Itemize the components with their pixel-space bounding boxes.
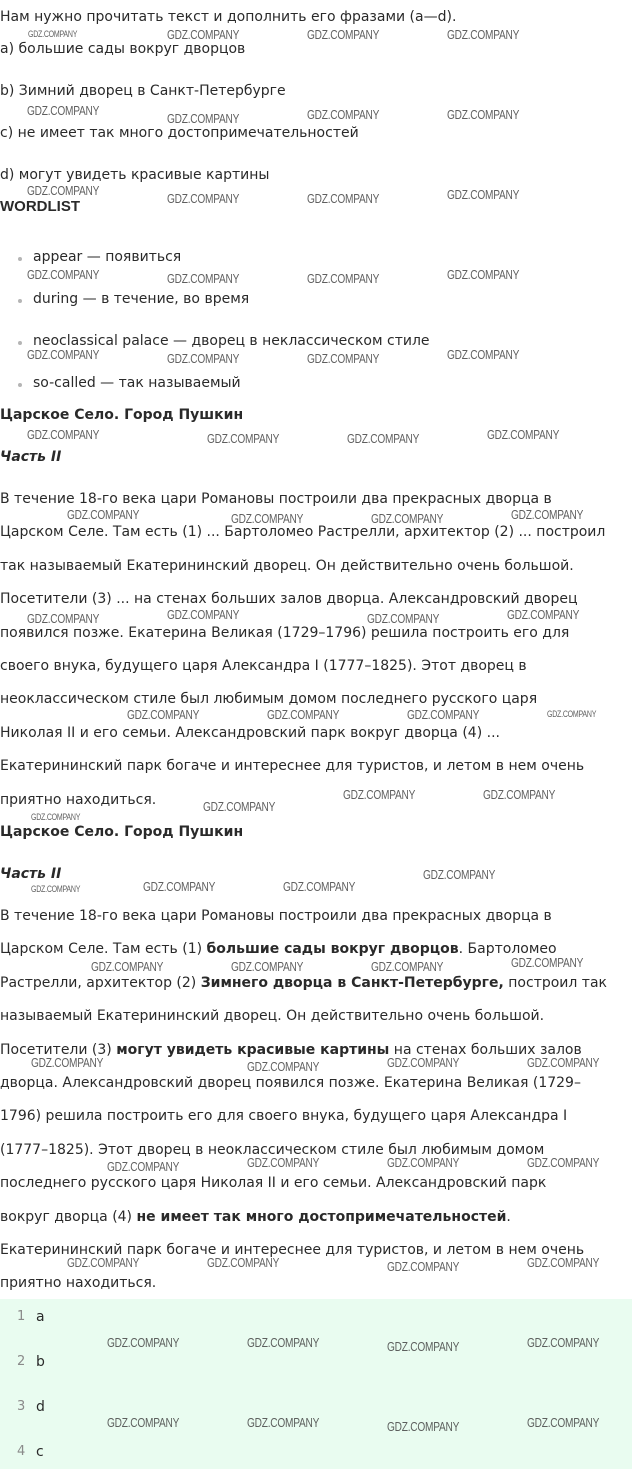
watermark: GDZ.COMPANY [27,103,100,118]
text-line: появился позже. Екатерина Великая (1729–1796) решила построить его для [0,625,570,641]
watermark: GDZ.COMPANY [387,1339,460,1354]
watermark: GDZ.COMPANY [247,1335,320,1350]
watermark: GDZ.COMPANY [207,1255,280,1270]
watermark: GDZ.COMPANY [91,959,164,974]
watermark: GDZ.COMPANY [527,1055,600,1070]
watermark: GDZ.COMPANY [527,1415,600,1430]
watermark: GDZ.COMPANY [27,347,100,362]
watermark: GDZ.COMPANY [27,611,100,626]
text-line [0,940,557,958]
watermark: GDZ.COMPANY [423,867,496,882]
text-line: В течение 18-го века цари Романовы построили два прекрасных дворца в [0,908,552,924]
watermark: GDZ.COMPANY [527,1155,600,1170]
section-title: Царское Село. Город Пушкин [0,407,244,423]
watermark: GDZ.COMPANY [207,431,280,446]
watermark: GDZ.COMPANY [203,799,276,814]
task-instruction: Нам нужно прочитать текст и дополнить его фразами (a—d). [0,9,457,25]
text-line: (1777–1825). Этот дворец в неоклассическом стиле был любимым домом [0,1142,545,1158]
watermark: GDZ.COMPANY [387,1055,460,1070]
text-segment: . Бартоломео [458,941,557,957]
watermark: GDZ.COMPANY [307,27,380,42]
filled-answer: Зимнего дворца в Санкт-Петербурге, [200,975,504,991]
watermark: GDZ.COMPANY [307,271,380,286]
watermark: GDZ.COMPANY [28,29,78,39]
watermark: GDZ.COMPANY [107,1335,180,1350]
watermark: GDZ.COMPANY [167,27,240,42]
bullet-icon [18,299,22,303]
watermark: GDZ.COMPANY [307,107,380,122]
answers-block [0,1299,632,1469]
text-segment: вокруг дворца (4) [0,1209,137,1225]
text-line: Николая II и его семьи. Александровский парк вокруг дворца (4) ... [0,725,500,741]
answer-number: 3 [17,1399,26,1414]
watermark: GDZ.COMPANY [67,507,140,522]
filled-answer: могут увидеть красивые картины [116,1042,390,1058]
watermark: GDZ.COMPANY [167,607,240,622]
watermark: GDZ.COMPANY [447,347,520,362]
watermark: GDZ.COMPANY [27,183,100,198]
watermark: GDZ.COMPANY [547,709,597,719]
answer-letter: d [36,1399,45,1415]
watermark: GDZ.COMPANY [231,959,304,974]
section-subtitle: Часть II [0,866,62,882]
text-segment: Растрелли, архитектор (2) [0,975,201,991]
option-a: a) большие сады вокруг дворцов [0,41,246,57]
watermark: GDZ.COMPANY [527,1335,600,1350]
text-line: своего внука, будущего царя Александра I (1777–1825). Этот дворец в [0,658,527,674]
answer-number: 4 [17,1444,26,1459]
text-line: дворца. Александровский дворец появился позже. Екатерина Великая (1729– [0,1075,581,1091]
text-line: 1796) решила построить его для своего внука, будущего царя Александра I [0,1108,568,1124]
watermark: GDZ.COMPANY [407,707,480,722]
text-line: так называемый Екатерининский дворец. Он действительно очень большой. [0,558,574,574]
watermark: GDZ.COMPANY [387,1259,460,1274]
watermark: GDZ.COMPANY [343,787,416,802]
text-line: приятно находиться. [0,792,157,808]
watermark: GDZ.COMPANY [27,267,100,282]
filled-answer: не имеет так много достопримечательностей [136,1209,507,1225]
text-line: Екатерининский парк богаче и интереснее для туристов, и летом в нем очень [0,758,585,774]
answer-letter: b [36,1354,45,1370]
watermark: GDZ.COMPANY [483,787,556,802]
option-b: b) Зимний дворец в Санкт-Петербурге [0,83,286,99]
watermark: GDZ.COMPANY [511,507,584,522]
answer-letter: c [36,1444,44,1460]
bullet-icon [18,383,22,387]
text-segment: Посетители (3) [0,1042,117,1058]
watermark: GDZ.COMPANY [27,427,100,442]
text-line: Посетители (3) ... на стенах больших залов дворца. Александровский дворец [0,591,578,607]
watermark: GDZ.COMPANY [283,879,356,894]
watermark: GDZ.COMPANY [67,1255,140,1270]
text-segment: . [506,1209,511,1225]
wordlist-item: during — в течение, во время [33,291,250,307]
watermark: GDZ.COMPANY [107,1415,180,1430]
text-segment: построил так [503,975,607,991]
watermark: GDZ.COMPANY [527,1255,600,1270]
watermark: GDZ.COMPANY [167,191,240,206]
watermark: GDZ.COMPANY [247,1155,320,1170]
watermark: GDZ.COMPANY [127,707,200,722]
watermark: GDZ.COMPANY [387,1419,460,1434]
wordlist-item: so-called — так называемый [33,375,241,391]
text-segment: Царском Селе. Там есть (1) [0,941,207,957]
watermark: GDZ.COMPANY [447,27,520,42]
watermark: GDZ.COMPANY [367,611,440,626]
filled-answer: большие сады вокруг дворцов [206,941,459,957]
watermark: GDZ.COMPANY [447,267,520,282]
section-title: Царское Село. Город Пушкин [0,824,244,840]
watermark: GDZ.COMPANY [387,1155,460,1170]
bullet-icon [18,341,22,345]
watermark: GDZ.COMPANY [511,955,584,970]
text-line: называемый Екатерининский дворец. Он действительно очень большой. [0,1008,545,1024]
watermark: GDZ.COMPANY [231,511,304,526]
bullet-icon [18,257,22,261]
text-line [0,974,607,992]
watermark: GDZ.COMPANY [447,107,520,122]
watermark: GDZ.COMPANY [507,607,580,622]
watermark: GDZ.COMPANY [31,1055,104,1070]
watermark: GDZ.COMPANY [371,511,444,526]
watermark: GDZ.COMPANY [167,351,240,366]
text-line: Екатерининский парк богаче и интереснее для туристов, и летом в нем очень [0,1242,585,1258]
watermark: GDZ.COMPANY [347,431,420,446]
watermark: GDZ.COMPANY [487,427,560,442]
watermark: GDZ.COMPANY [267,707,340,722]
watermark: GDZ.COMPANY [247,1415,320,1430]
watermark: GDZ.COMPANY [167,111,240,126]
option-c: c) не имеет так много достопримечательностей [0,125,359,141]
wordlist-heading: WORDLIST [0,198,80,215]
answer-number: 2 [17,1354,26,1369]
text-line: последнего русского царя Николая II и его семьи. Александровский парк [0,1175,547,1191]
watermark: GDZ.COMPANY [247,1059,320,1074]
watermark: GDZ.COMPANY [307,191,380,206]
watermark: GDZ.COMPANY [307,351,380,366]
text-line [0,1208,511,1226]
text-line: приятно находиться. [0,1275,157,1291]
wordlist-item: neoclassical palace — дворец в неклассическом стиле [33,333,430,349]
text-segment: на стенах больших залов [389,1042,582,1058]
section-subtitle: Часть II [0,449,62,465]
watermark: GDZ.COMPANY [447,187,520,202]
watermark: GDZ.COMPANY [31,884,81,894]
option-d: d) могут увидеть красивые картины [0,167,270,183]
wordlist-item: appear — появиться [33,249,182,265]
text-line: неоклассическом стиле был любимым домом последнего русского царя [0,691,538,707]
watermark: GDZ.COMPANY [167,271,240,286]
text-line: Царском Селе. Там есть (1) ... Бартоломео Растрелли, архитектор (2) ... построил [0,524,606,540]
watermark: GDZ.COMPANY [31,812,81,822]
answer-number: 1 [17,1309,26,1324]
watermark: GDZ.COMPANY [143,879,216,894]
answer-letter: a [36,1309,45,1325]
text-line: В течение 18-го века цари Романовы построили два прекрасных дворца в [0,491,552,507]
watermark: GDZ.COMPANY [371,959,444,974]
watermark: GDZ.COMPANY [107,1159,180,1174]
